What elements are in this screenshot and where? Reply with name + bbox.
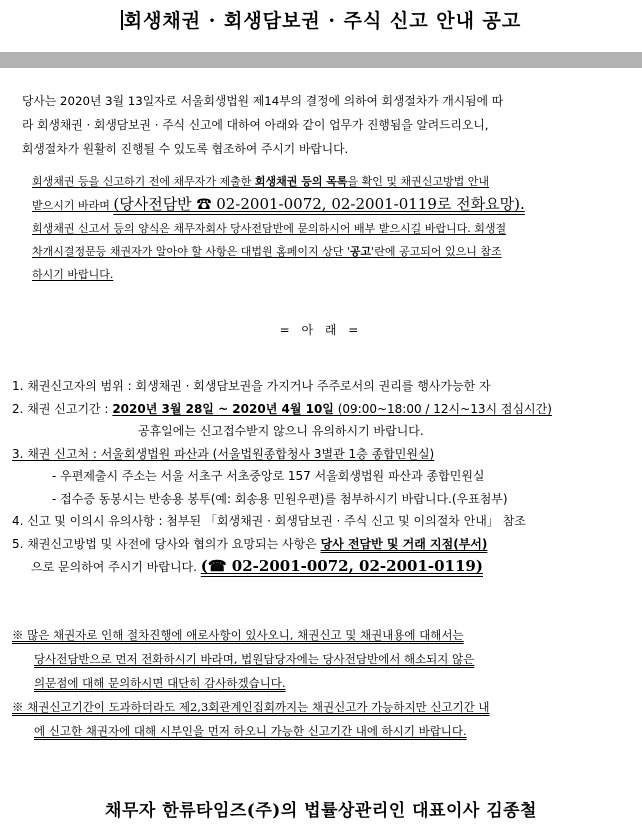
title-text: 회생채권 · 회생담보권 · 주식 신고 안내 공고 xyxy=(123,10,522,32)
filing-dates: 2020년 3월 28일 ~ 2020년 4월 10일 xyxy=(112,401,334,416)
list-item: 3. 채권 신고처 : 서울회생법원 파산과 (서울법원종합청사 3별관 1층 종합민원실) xyxy=(12,446,435,461)
note-line: 당사전담반으로 먼저 전화하시기 바라며, 법원담당자에는 당사전담반에서 해소되지 않은 xyxy=(34,652,475,666)
list-item xyxy=(12,398,632,421)
section-heading: = 아 래 = xyxy=(279,323,363,337)
notice-board-emphasis: 공고 xyxy=(349,245,372,258)
item-label: 2. 채권 신고기간 : xyxy=(12,401,113,416)
note-line: ※ 채권신고기간이 도과하더라도 제2,3회관계인집회까지는 채권신고가 가능하지만 신고기간 내 xyxy=(12,700,490,714)
title-left-bar xyxy=(121,10,123,30)
note-line: 의문점에 대해 문의하시면 대단히 감사하겠습니다. xyxy=(34,676,286,690)
notice-line-5: 하시기 바랍니다. xyxy=(32,268,114,281)
filing-hours: (09:00~18:00 / 12시~13시 점심시간) xyxy=(333,401,552,416)
intro-line-2: 라 회생채권 · 회생담보권 · 주식 신고에 대하여 아래와 같이 업무가 진행됨을 알려드리오니, xyxy=(22,118,489,132)
intro-paragraph xyxy=(22,89,612,161)
list-item-continuation xyxy=(12,555,632,579)
notice-line-3: 회생채권 신고서 등의 양식은 채무자회사 당사전담반에 문의하시어 배부 받으시길 바랍니다. 회생절 xyxy=(32,222,507,235)
intro-line-1: 당사는 2020년 3월 13일자로 서울회생법원 제14부의 결정에 의하여 회생절차가 개시됨에 따 xyxy=(22,94,504,108)
contact-phone-text: (☎ 02-2001-0072, 02-2001-0119) xyxy=(200,557,483,575)
contact-department: 당사 전담반 및 거래 지점(부서) xyxy=(320,536,488,551)
notice-text: 차개시결정문등 채권자가 알아야 할 사항은 대법원 홈페이지 상단 ' xyxy=(32,245,350,258)
notice-text: 회생채권 등을 신고하기 전에 채무자가 제출한 xyxy=(32,175,255,188)
intro-line-3: 회생절차가 원활히 진행될 수 있도록 협조하여 주시기 바랍니다. xyxy=(22,142,349,156)
page-title xyxy=(0,6,642,33)
item-text: 으로 문의하여 주시기 바랍니다. xyxy=(31,560,201,574)
notice-line-2 xyxy=(32,193,620,217)
notice-line-4 xyxy=(32,240,620,263)
debt-list-emphasis: 회생채권 등의 목록 xyxy=(254,175,348,188)
note-line: 에 신고한 채권자에 대해 시부인을 먼저 하오니 가능한 신고기간 내에 하시기 바랍니다. xyxy=(34,724,467,738)
notice-text: '란에 공고되어 있으니 참조 xyxy=(371,245,502,258)
notes-section xyxy=(12,623,632,743)
list-item: 1. 채권신고자의 범위 : 회생채권 · 회생담보권을 가지거나 주주로서의 권리를 행사가능한 자 xyxy=(12,379,491,393)
list-subitem: - 우편제출시 주소는 서울 서초구 서초중앙로 157 서울회생법원 파산과 종합민원실 xyxy=(52,469,485,483)
filing-period xyxy=(112,402,552,416)
notice-paragraph xyxy=(32,170,620,286)
contact-phone-text: (당사전담반 ☎ 02-2001-0072, 02-2001-0119로 전화요망). xyxy=(113,195,525,213)
list-item-continuation: 공휴일에는 신고접수받지 않으니 유의하시기 바랍니다. xyxy=(138,424,424,438)
item-list xyxy=(12,375,632,579)
item-text: 5. 채권신고방법 및 사전에 당사와 협의가 요망되는 사항은 xyxy=(12,536,321,551)
notice-text: 받으시기 바라며 xyxy=(32,199,114,212)
list-item: 4. 신고 및 이의시 유의사항 : 첨부된 「회생채권 · 회생담보권 · 주식 신고 및 이의절차 안내」 참조 xyxy=(12,514,526,528)
notice-line-1 xyxy=(32,170,620,193)
signature: 채무자 한류타임즈(주)의 법률상관리인 대표이사 김종철 xyxy=(105,801,537,821)
header-divider-band xyxy=(0,52,642,68)
notice-text: 을 확인 및 채권신고방법 안내 xyxy=(347,175,490,188)
note-line: ※ 많은 채권자로 인해 절차진행에 애로사항이 있사오니, 채권신고 및 채권내용에 대해서는 xyxy=(12,628,464,642)
list-subitem: - 접수증 동봉시는 반송용 봉투(예: 회송용 민원우편)를 첨부하시기 바랍니다.(우표첨부) xyxy=(52,491,508,506)
list-item xyxy=(12,533,632,556)
